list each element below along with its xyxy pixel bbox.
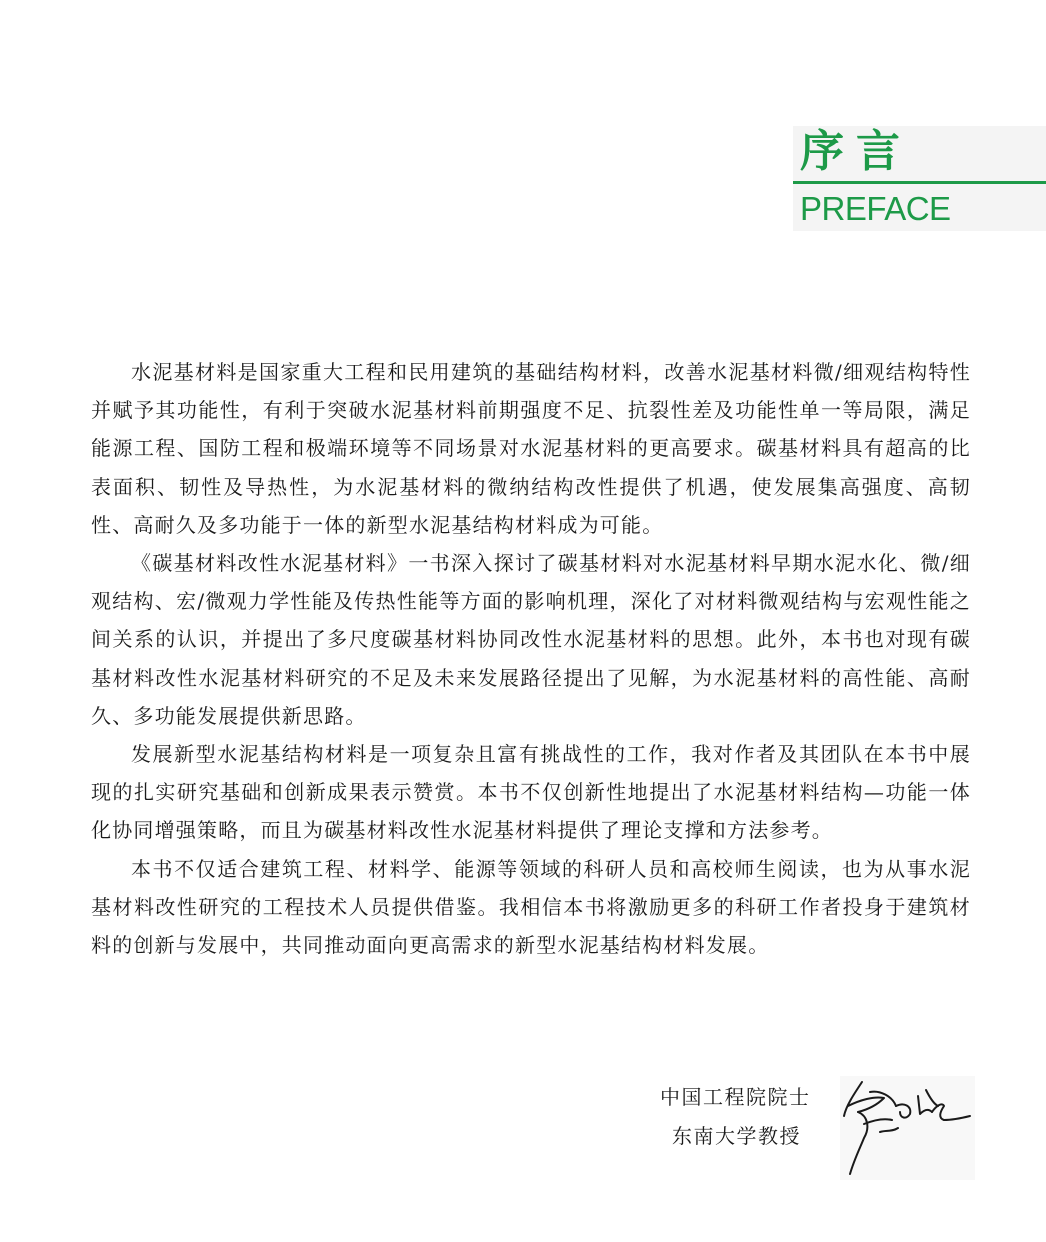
- handwritten-signature: [840, 1076, 975, 1180]
- author-title: 中国工程院院士: [660, 1085, 811, 1109]
- paragraph: 《碳基材料改性水泥基材料》一书深入探讨了碳基材料对水泥基材料早期水泥水化、微/细观结构、宏/微观力学性能及传热性能等方面的影响机理，深化了对材料微观结构与宏观性能之间关系的认识，并提出了多尺度碳基材料协同改性水泥基材料的思想。此外，本书也对现有碳基材料改性水泥基材料研究的不足及未来发展路径提出了见解，为水泥基材料的高性能、高耐久、多功能发展提供新思路。: [91, 551, 971, 728]
- author-affiliation: 东南大学教授: [672, 1124, 801, 1148]
- paragraph: 发展新型水泥基结构材料是一项复杂且富有挑战性的工作，我对作者及其团队在本书中展现的扎实研究基础和创新成果表示赞赏。本书不仅创新性地提出了水泥基材料结构—功能一体化协同增强策略，而且为碳基材料改性水泥基材料提供了理论支撑和方法参考。: [91, 742, 971, 843]
- signature-icon: [840, 1076, 975, 1180]
- page-title: 序言: [800, 126, 912, 177]
- title-divider: [793, 181, 1046, 184]
- preface-body: [91, 353, 971, 964]
- paragraph: 本书不仅适合建筑工程、材料学、能源等领域的科研人员和高校师生阅读，也为从事水泥基材料改性研究的工程技术人员提供借鉴。我相信本书将激励更多的科研工作者投身于建筑材料的创新与发展中，共同推动面向更高需求的新型水泥基结构材料发展。: [91, 856, 971, 958]
- page-subtitle: PREFACE: [800, 190, 951, 227]
- paragraph: 水泥基材料是国家重大工程和民用建筑的基础结构材料，改善水泥基材料微/细观结构特性并赋予其功能性，有利于突破水泥基材料前期强度不足、抗裂性差及功能性单一等局限，满足能源工程、国防工程和极端环境等不同场景对水泥基材料的更高要求。碳基材料具有超高的比表面积、韧性及导热性，为水泥基材料的微纳结构改性提供了机遇，使发展集高强度、高韧性、高耐久及多功能于一体的新型水泥基结构材料成为可能。: [91, 360, 971, 537]
